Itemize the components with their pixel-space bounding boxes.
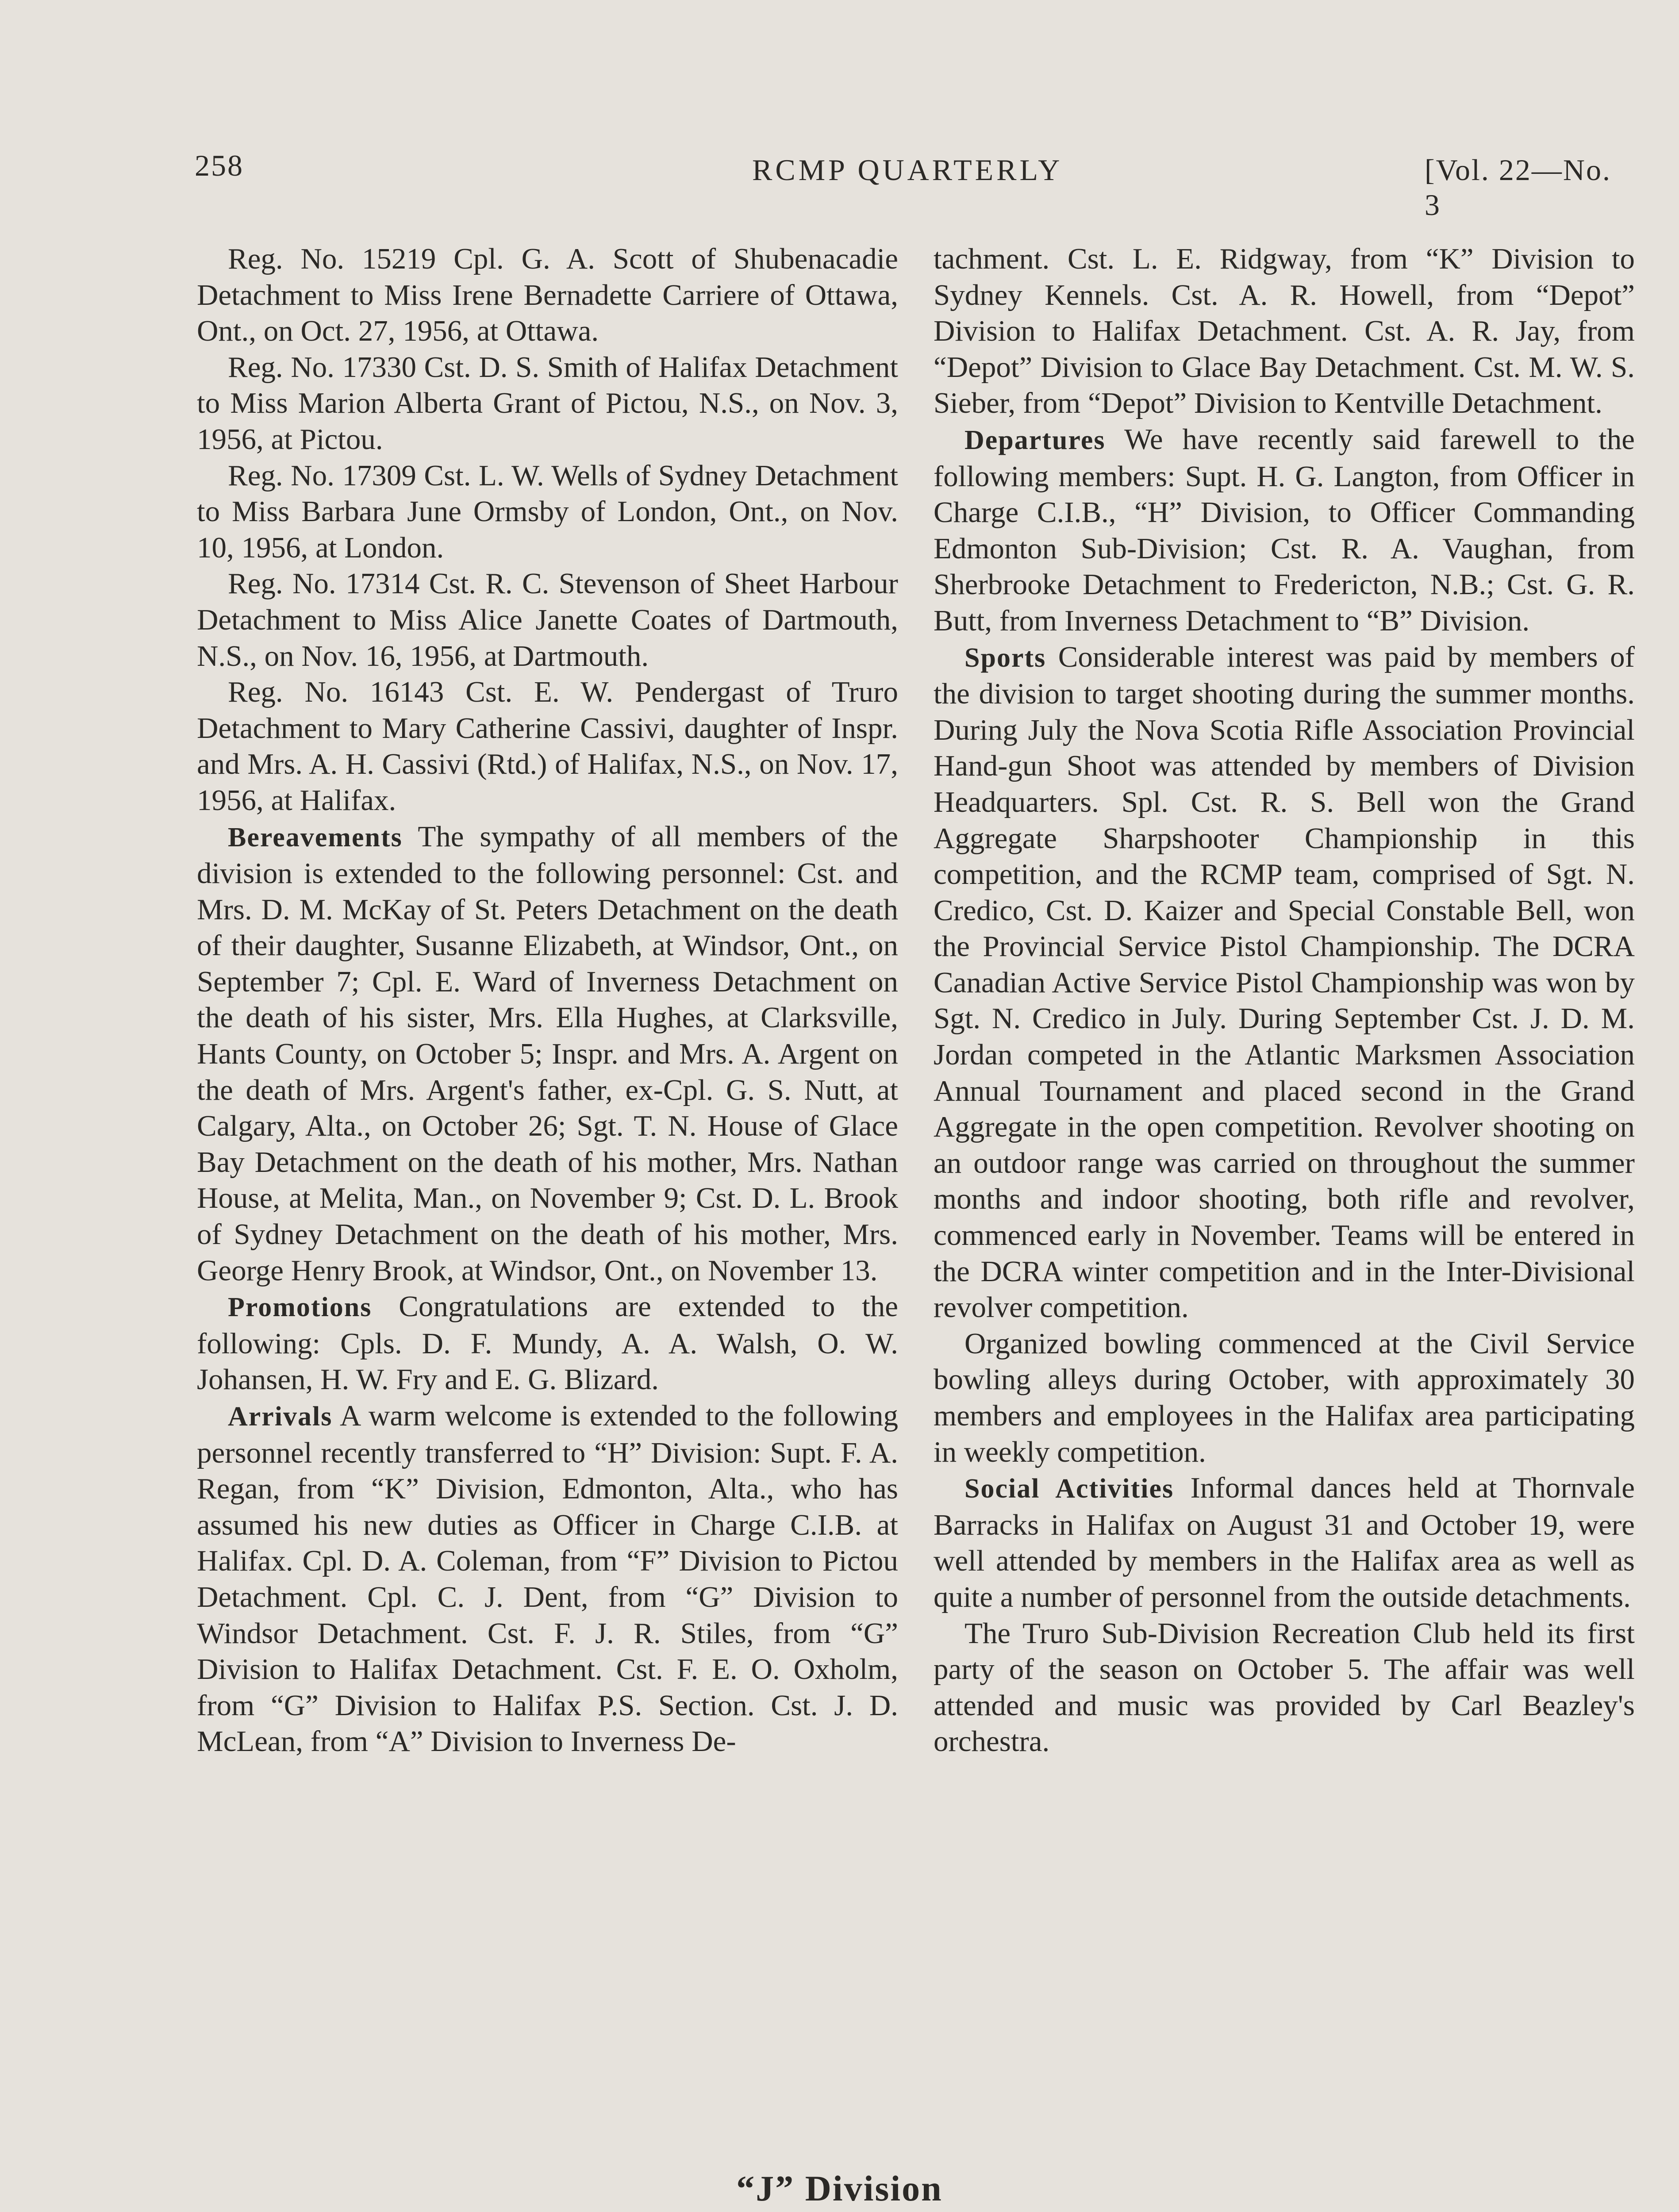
departures-section [934, 422, 1635, 639]
section-text: The sympathy of all members of the division is extended to the following personnel: Cst. and Mrs. D. M. McKay of St. Peters Detachment on the death of their daughter, Susanne Elizabeth, at Windsor, Ont., on September 7; Cpl. E. Ward of Inverness Detachment on the death of his sister, Mrs. Ella Hughes, at Clarksville, Hants County, on October 5; Inspr. and Mrs. A. Argent on the death of Mrs. Argent's father, ex-Cpl. G. S. Nutt, at Calgary, Alta., on October 26; Sgt. T. N. House of Glace Bay Detachment on the death of his mother, Mrs. Nathan House, at Melita, Man., on November 9; Cst. D. L. Brook of Sydney Detachment on the death of his mother, Mrs. George Henry Brook, at Windsor, Ont., on November 13. [197, 820, 898, 1287]
section-heading: Sports [964, 642, 1046, 673]
section-heading: Arrivals [228, 1402, 333, 1432]
paragraph: Reg. No. 17314 Cst. R. C. Stevenson of Sheet Harbour Detachment to Miss Alice Janette Coates of Dartmouth, N.S., on Nov. 16, 1956, at Dartmouth. [197, 567, 898, 672]
right-column [934, 241, 1635, 1760]
page-number: 258 [195, 149, 244, 182]
arrivals-section [197, 1398, 898, 1760]
running-head [195, 148, 1626, 222]
social-activities-section [934, 1470, 1635, 1615]
left-column [197, 241, 898, 1760]
bereavements-section [197, 819, 898, 1289]
section-heading: Departures [964, 425, 1106, 455]
section-heading: Social Activities [964, 1474, 1174, 1504]
section-text: Considerable interest was paid by members of the division to target shooting during the summer months. During July the Nova Scotia Rifle Association Provincial Hand-gun Shoot was attended by members of Division Headquarters. Spl. Cst. R. S. Bell won the Grand Aggregate Sharpshooter Championship in this competition, and the RCMP team, comprised of Sgt. N. Credico, Cst. D. Kaizer and Special Constable Bell, won the Provincial Service Pistol Championship. The DCRA Canadian Active Service Pistol Championship was won by Sgt. N. Credico in July. During September Cst. J. D. M. Jordan competed in the Atlantic Marksmen Association Annual Tournament and placed second in the Grand Aggregate in the open competition. Revolver shooting on an outdoor range was carried on throughout the summer months and indoor shooting, both rifle and revolver, commenced early in November. Teams will be entered in the DCRA winter competition and in the Inter-Divisional revolver competition. [934, 640, 1635, 1324]
division-title: “J” Division [736, 2168, 943, 2208]
paragraph: The Truro Sub-Division Recreation Club held its first party of the season on October 5. The affair was well attended and music was provided by Carl Beazley's orchestra. [934, 1617, 1635, 1758]
volume-info: [Vol. 22—No. 3 [1425, 153, 1611, 222]
promotions-section [197, 1289, 898, 1398]
section-text: We have recently said farewell to the following members: Supt. H. G. Langton, from Officer in Charge C.I.B., “H” Division, to Officer Commanding Edmonton Sub-Division; Cst. R. A. Vaughan, from Sherbrooke Detachment to Fredericton, N.B.; Cst. G. R. Butt, from Inverness Detachment to “B” Division. [934, 422, 1635, 637]
section-heading: Promotions [228, 1292, 372, 1323]
paragraph: tachment. Cst. L. E. Ridgway, from “K” Division to Sydney Kennels. Cst. A. R. Howell, from “Depot” Division to Halifax Detachment. Cst. A. R. Jay, from “Depot” Division to Glace Bay Detachment. Cst. M. W. S. Sieber, from “Depot” Division to Kentville Detachment. [934, 242, 1635, 420]
section-text: Congratulations are extended to the following: Cpls. D. F. Mundy, A. A. Walsh, O. W. Johansen, H. W. Fry and E. G. Blizard. [197, 1290, 899, 1396]
paragraph: Reg. No. 17330 Cst. D. S. Smith of Halifax Detachment to Miss Marion Alberta Grant of Pictou, N.S., on Nov. 3, 1956, at Pictou. [197, 350, 898, 456]
paragraph: Reg. No. 16143 Cst. E. W. Pendergast of Truro Detachment to Mary Catherine Cassivi, daughter of Inspr. and Mrs. A. H. Cassivi (Rtd.) of Halifax, N.S., on Nov. 17, 1956, at Halifax. [197, 676, 898, 817]
paragraph: Reg. No. 15219 Cpl. G. A. Scott of Shubenacadie Detachment to Miss Irene Bernadette Carriere of Ottawa, Ont., on Oct. 27, 1956, at Ottawa. [197, 242, 898, 348]
section-heading: Bereavements [228, 822, 403, 853]
paragraph: Organized bowling commenced at the Civil Service bowling alleys during October, with approximately 30 members and employees in the Halifax area participating in weekly competition. [934, 1327, 1635, 1468]
section-text: Informal dances held at Thornvale Barracks in Halifax on August 31 and October 19, were well attended by members in the Halifax area as well as quite a number of personnel from the outside detachments. [934, 1471, 1635, 1613]
paragraph: Reg. No. 17309 Cst. L. W. Wells of Sydney Detachment to Miss Barbara June Ormsby of London, Ont., on Nov. 10, 1956, at London. [197, 459, 898, 564]
journal-title: RCMP QUARTERLY [752, 153, 1063, 187]
section-text: A warm welcome is extended to the following personnel recently transferred to “H” Division: Supt. F. A. Regan, from “K” Division, Edmonton, Alta., who has assumed his new duties as Officer in Charge C.I.B. at Halifax. Cpl. D. A. Coleman, from “F” Division to Pictou Detachment. Cpl. C. J. Dent, from “G” Division to Windsor Detachment. Cst. F. J. R. Stiles, from “G” Division to Halifax Detachment. Cst. F. E. O. Oxholm, from “G” Division to Halifax P.S. Section. Cst. J. D. McLean, from “A” Division to Inverness De- [197, 1399, 899, 1758]
sports-section [934, 639, 1635, 1326]
